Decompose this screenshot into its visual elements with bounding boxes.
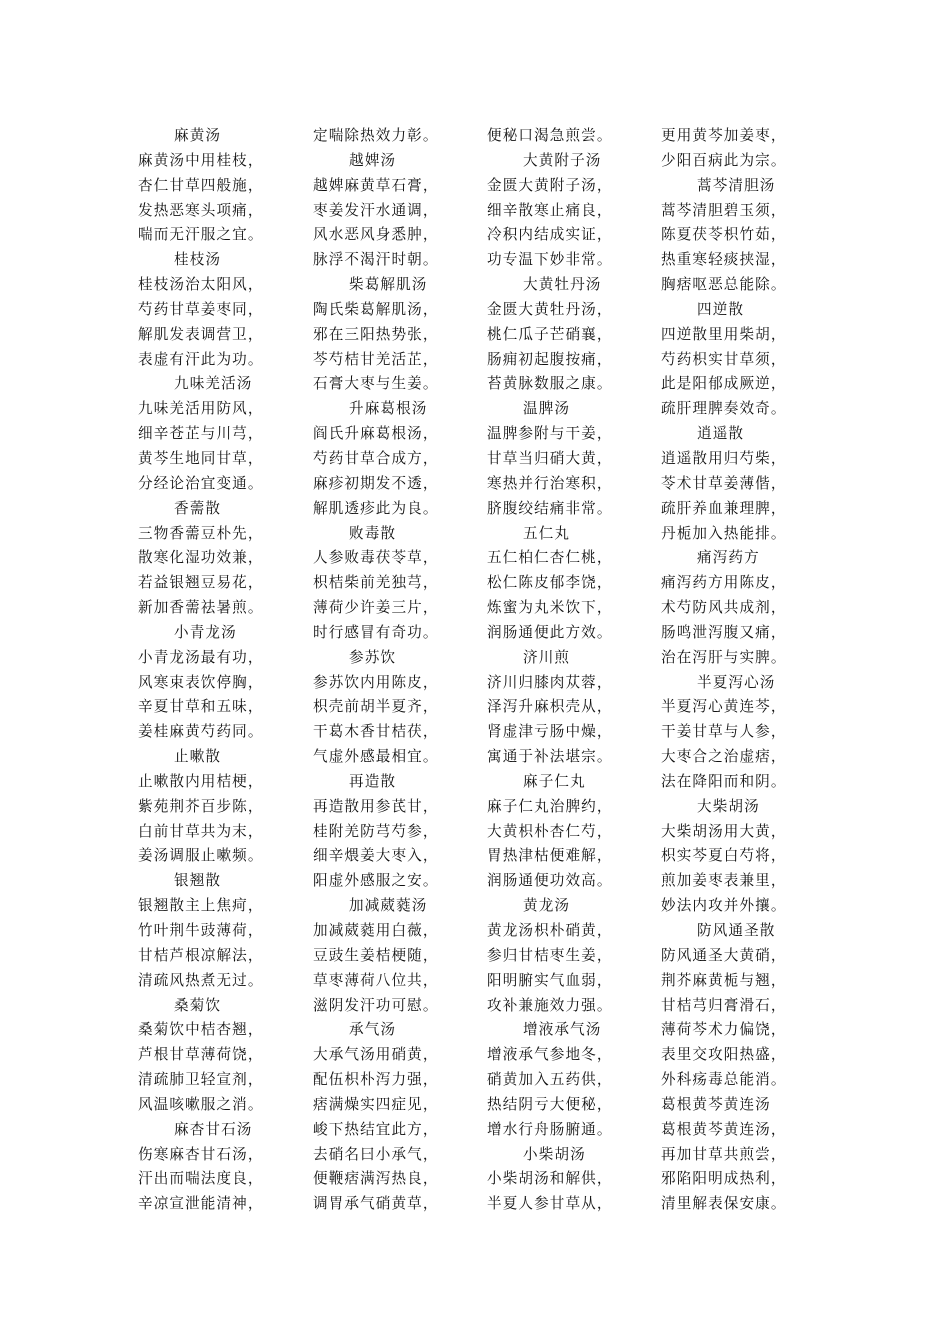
verse-line: 九味羌活用防风， — [138, 400, 264, 418]
verse-line: 阳虚外感服之安。 — [313, 872, 439, 890]
verse-line: 此是阳郁成厥逆， — [661, 375, 787, 393]
verse-line: 清里解表保安康。 — [661, 1195, 787, 1213]
verse-line: 甘草当归硝大黄， — [487, 449, 613, 467]
verse-line: 银翘散主上焦疴， — [138, 897, 264, 915]
verse-line: 苓术甘草姜薄偕， — [661, 474, 787, 492]
verse-line: 气虚外感最相宜。 — [313, 748, 439, 766]
verse-line: 再加甘草共煎尝， — [661, 1145, 787, 1163]
verse-line: 痞满燥实四症见， — [313, 1095, 439, 1113]
verse-line: 配伍枳朴泻力强， — [313, 1071, 439, 1089]
formula-heading: 麻黄汤 — [174, 127, 222, 144]
verse-line: 细辛苍芷与川芎， — [138, 425, 264, 443]
text-column-4 — [661, 124, 851, 1217]
verse-line: 人参败毒茯苓草， — [313, 549, 439, 567]
verse-line: 去硝名曰小承气， — [313, 1145, 439, 1163]
formula-heading: 小柴胡汤 — [523, 1145, 586, 1163]
formula-heading: 蒿芩清胆汤 — [697, 176, 776, 194]
formula-heading: 九味羌活汤 — [174, 375, 253, 393]
verse-line: 风温咳嗽服之消。 — [138, 1095, 264, 1113]
verse-line: 枳桔柴前羌独芎， — [313, 574, 439, 592]
verse-line: 枣姜发汗水通调， — [313, 201, 439, 219]
verse-line: 半夏泻心黄连芩， — [661, 698, 787, 716]
formula-heading: 越婢汤 — [349, 151, 397, 169]
verse-line: 松仁陈皮郁李饶， — [487, 574, 613, 592]
verse-line: 薄荷芩术力偏饶， — [661, 1021, 787, 1039]
formula-heading: 温脾汤 — [523, 400, 571, 418]
formula-heading: 小青龙汤 — [174, 623, 237, 641]
verse-line: 邪陷阳明成热利， — [661, 1170, 787, 1188]
verse-line: 若益银翘豆易花， — [138, 574, 264, 592]
verse-line: 草枣薄荷八位共， — [313, 971, 439, 989]
verse-line: 邪在三阳热势张， — [313, 325, 439, 343]
verse-line: 辛夏甘草和五味， — [138, 698, 264, 716]
verse-line: 热重寒轻痰挟湿， — [661, 251, 787, 269]
verse-line: 姜桂麻黄芍药同。 — [138, 723, 264, 741]
verse-line: 苔黄脉数服之康。 — [487, 375, 613, 393]
verse-line: 细辛散寒止痛良， — [487, 201, 613, 219]
verse-line: 脉浮不渴汗时朝。 — [313, 251, 439, 269]
formula-heading: 半夏泻心汤 — [697, 673, 776, 691]
verse-line: 温脾参附与干姜， — [487, 425, 613, 443]
verse-line: 风水恶风身悉肿， — [313, 226, 439, 244]
verse-line: 大黄枳朴杏仁芍， — [487, 822, 613, 840]
verse-line: 陶氏柴葛解肌汤， — [313, 300, 439, 318]
verse-line: 加减葳蕤用白薇， — [313, 922, 439, 939]
formula-heading: 大黄牡丹汤 — [523, 276, 602, 294]
verse-line: 滋阴发汗功可慰。 — [313, 996, 439, 1014]
verse-line: 调胃承气硝黄草， — [313, 1195, 439, 1213]
verse-line: 竹叶荆牛豉薄荷， — [138, 922, 264, 939]
verse-line: 济川归膝肉苁蓉， — [487, 673, 613, 691]
formula-heading: 麻杏甘石汤 — [174, 1120, 253, 1138]
verse-line: 黄芩生地同甘草， — [138, 449, 264, 467]
verse-line: 时行感冒有奇功。 — [313, 623, 439, 641]
formula-heading: 参苏饮 — [349, 648, 397, 666]
verse-line: 麻黄汤中用桂枝， — [138, 151, 264, 169]
verse-line: 热结阴亏大便秘， — [487, 1095, 613, 1113]
formula-heading: 柴葛解肌汤 — [349, 276, 428, 294]
formula-heading: 止嗽散 — [174, 748, 222, 766]
verse-line: 妙法内攻并外攘。 — [661, 897, 787, 915]
verse-line: 丹栀加入热能排。 — [661, 524, 787, 542]
verse-line: 止嗽散内用桔梗， — [138, 772, 264, 790]
verse-line: 风寒束表饮停胸， — [138, 673, 264, 691]
verse-line: 三物香薷豆朴先， — [138, 524, 264, 542]
verse-line: 白前甘草共为末， — [138, 822, 264, 840]
verse-line: 枳壳前胡半夏齐， — [313, 698, 439, 716]
verse-line: 炼蜜为丸米饮下， — [487, 599, 613, 617]
verse-line: 功专温下妙非常。 — [487, 251, 613, 269]
verse-line: 表虚有汗此为功。 — [138, 350, 264, 368]
verse-line: 解肌发表调营卫， — [138, 325, 264, 343]
verse-line: 小青龙汤最有功， — [138, 648, 264, 666]
verse-line: 分经论治宜变通。 — [138, 474, 264, 492]
verse-line: 杏仁甘草四般施， — [138, 176, 264, 194]
verse-line: 豆豉生姜桔梗随， — [313, 946, 439, 964]
verse-line: 胸痞呕恶总能除。 — [661, 276, 787, 294]
verse-line: 表里交攻阳热盛， — [661, 1046, 787, 1064]
verse-line: 半夏人参甘草从， — [487, 1195, 613, 1213]
formula-heading: 济川煎 — [523, 648, 571, 666]
verse-line: 痛泻药方用陈皮， — [661, 574, 787, 592]
verse-line: 枳实芩夏白芍将， — [661, 847, 787, 865]
verse-line: 寓通于补法堪宗。 — [487, 748, 613, 766]
verse-line: 阳明腑实气血弱， — [487, 971, 613, 989]
verse-line: 葛根黄芩黄连汤， — [661, 1120, 787, 1138]
verse-line: 发热恶寒头项痛， — [138, 201, 264, 219]
formula-heading: 四逆散 — [697, 300, 745, 318]
verse-line: 定喘除热效力彰。 — [313, 127, 439, 144]
verse-line: 清疏肺卫轻宣剂， — [138, 1071, 264, 1089]
formula-heading: 香薷散 — [174, 499, 222, 517]
verse-line: 防风通圣大黄硝， — [661, 946, 787, 964]
verse-line: 少阳百病此为宗。 — [661, 151, 787, 169]
verse-line: 肾虚津亏肠中燥， — [487, 723, 613, 741]
verse-line: 芦根甘草薄荷饶， — [138, 1046, 264, 1064]
verse-line: 胃热津枯便难解， — [487, 847, 613, 865]
verse-line: 小柴胡汤和解供， — [487, 1170, 613, 1188]
formula-heading: 逍遥散 — [697, 425, 745, 443]
verse-line: 增水行舟肠腑通。 — [487, 1120, 613, 1138]
verse-line: 脐腹绞结痛非常。 — [487, 499, 613, 517]
verse-line: 桂附羌防芎芍参， — [313, 822, 439, 840]
formula-heading: 痛泻药方 — [697, 549, 760, 567]
formula-heading: 加减葳蕤汤 — [349, 897, 428, 915]
verse-line: 麻子仁丸治脾约， — [487, 797, 613, 815]
verse-line: 石膏大枣与生姜。 — [313, 375, 439, 393]
verse-line: 治在泻肝与实脾。 — [661, 648, 787, 666]
formula-heading: 增液承气汤 — [523, 1021, 602, 1039]
verse-line: 薄荷少许姜三片， — [313, 599, 439, 617]
formula-heading: 麻子仁丸 — [523, 772, 586, 790]
formula-heading: 承气汤 — [349, 1021, 397, 1039]
verse-line: 肠痈初起腹按痛， — [487, 350, 613, 368]
verse-line: 逍遥散用归芍柴， — [661, 449, 787, 467]
verse-line: 金匮大黄附子汤， — [487, 176, 613, 194]
text-column-2 — [313, 124, 503, 1217]
formula-heading: 黄龙汤 — [523, 897, 571, 915]
text-column-1 — [138, 124, 328, 1217]
verse-line: 葛根黄芩黄连汤 — [661, 1095, 771, 1113]
verse-line: 增液承气参地冬， — [487, 1046, 613, 1064]
verse-line: 黄龙汤枳朴硝黄， — [487, 922, 613, 939]
verse-line: 蒿芩清胆碧玉须， — [661, 201, 787, 219]
verse-line: 大承气汤用硝黄， — [313, 1046, 439, 1064]
verse-line: 甘桔芦根凉解法， — [138, 946, 264, 964]
verse-line: 硝黄加入五药供， — [487, 1071, 613, 1089]
verse-line: 清疏风热煮无过。 — [138, 971, 264, 989]
verse-line: 细辛煨姜大枣入， — [313, 847, 439, 865]
verse-line: 荆芥麻黄栀与翘， — [661, 971, 787, 989]
formula-heading: 桂枝汤 — [174, 251, 222, 269]
verse-line: 煎加姜枣表兼里， — [661, 872, 787, 890]
verse-line: 芍药甘草姜枣同， — [138, 300, 264, 318]
verse-line: 芩芍桔甘羌活芷， — [313, 350, 439, 368]
verse-line: 芍药枳实甘草须， — [661, 350, 787, 368]
formula-heading: 败毒散 — [349, 524, 397, 542]
verse-line: 峻下热结宜此方， — [313, 1120, 439, 1138]
verse-line: 参苏饮内用陈皮， — [313, 673, 439, 691]
verse-line: 大枣合之治虚痞， — [661, 748, 787, 766]
verse-line: 泽泻升麻枳壳从， — [487, 698, 613, 716]
verse-line: 桃仁瓜子芒硝襄， — [487, 325, 613, 343]
verse-line: 桑菊饮中桔杏翘， — [138, 1021, 264, 1039]
verse-line: 疏肝养血兼理脾， — [661, 499, 787, 517]
verse-line: 疏肝理脾奏效奇。 — [661, 400, 787, 418]
verse-line: 五仁柏仁杏仁桃， — [487, 549, 613, 567]
verse-line: 攻补兼施效力强。 — [487, 996, 613, 1014]
verse-line: 甘桔芎归膏滑石， — [661, 996, 787, 1014]
verse-line: 紫苑荆芥百步陈， — [138, 797, 264, 815]
formula-heading: 升麻葛根汤 — [349, 400, 428, 418]
verse-line: 便秘口渴急煎尝。 — [487, 127, 613, 144]
verse-line: 越婢麻黄草石膏， — [313, 176, 439, 194]
verse-line: 桂枝汤治太阳风， — [138, 276, 264, 294]
verse-line: 法在降阳而和阴。 — [661, 772, 787, 790]
verse-line: 姜汤调服止嗽频。 — [138, 847, 264, 865]
formula-heading: 桑菊饮 — [174, 996, 222, 1014]
formula-heading: 再造散 — [349, 772, 397, 790]
verse-line: 喘而无汗服之宜。 — [138, 226, 264, 244]
verse-line: 干葛木香甘桔茯， — [313, 723, 439, 741]
verse-line: 外科疡毒总能消。 — [661, 1071, 787, 1089]
formula-heading: 大柴胡汤 — [697, 797, 760, 815]
verse-line: 润肠通便此方效。 — [487, 623, 613, 641]
verse-line: 大柴胡汤用大黄， — [661, 822, 787, 840]
verse-line: 润肠通便功效高。 — [487, 872, 613, 890]
verse-line: 更用黄芩加姜枣， — [661, 127, 787, 144]
verse-line: 再造散用参芪甘， — [313, 797, 439, 815]
verse-line: 辛凉宣泄能清神， — [138, 1195, 264, 1213]
formula-heading: 大黄附子汤 — [523, 151, 602, 169]
verse-line: 散寒化湿功效兼， — [138, 549, 264, 567]
verse-line: 金匮大黄牡丹汤， — [487, 300, 613, 318]
text-column-3 — [487, 124, 677, 1217]
formula-heading: 银翘散 — [174, 872, 222, 890]
verse-line: 干姜甘草与人参， — [661, 723, 787, 741]
verse-line: 参归甘桔枣生姜， — [487, 946, 613, 964]
verse-line: 麻疹初期发不透， — [313, 474, 439, 492]
verse-line: 冷积内结成实证， — [487, 226, 613, 244]
verse-line: 解肌透疹此为良。 — [313, 499, 439, 517]
verse-line: 陈夏茯苓枳竹茹， — [661, 226, 787, 244]
verse-line: 阎氏升麻葛根汤， — [313, 425, 439, 443]
verse-line: 术芍防风共成剂， — [661, 599, 787, 617]
formula-heading: 五仁丸 — [523, 524, 571, 542]
formula-heading: 防风通圣散 — [697, 922, 776, 939]
verse-line: 肠鸣泄泻腹又痛， — [661, 623, 787, 641]
verse-line: 芍药甘草合成方， — [313, 449, 439, 467]
verse-line: 四逆散里用柴胡， — [661, 325, 787, 343]
verse-line: 便鞭痞满泻热良， — [313, 1170, 439, 1188]
verse-line: 伤寒麻杏甘石汤， — [138, 1145, 264, 1163]
verse-line: 寒热并行治寒积， — [487, 474, 613, 492]
verse-line: 汗出而喘法度良， — [138, 1170, 264, 1188]
verse-line: 新加香薷祛暑煎。 — [138, 599, 264, 617]
